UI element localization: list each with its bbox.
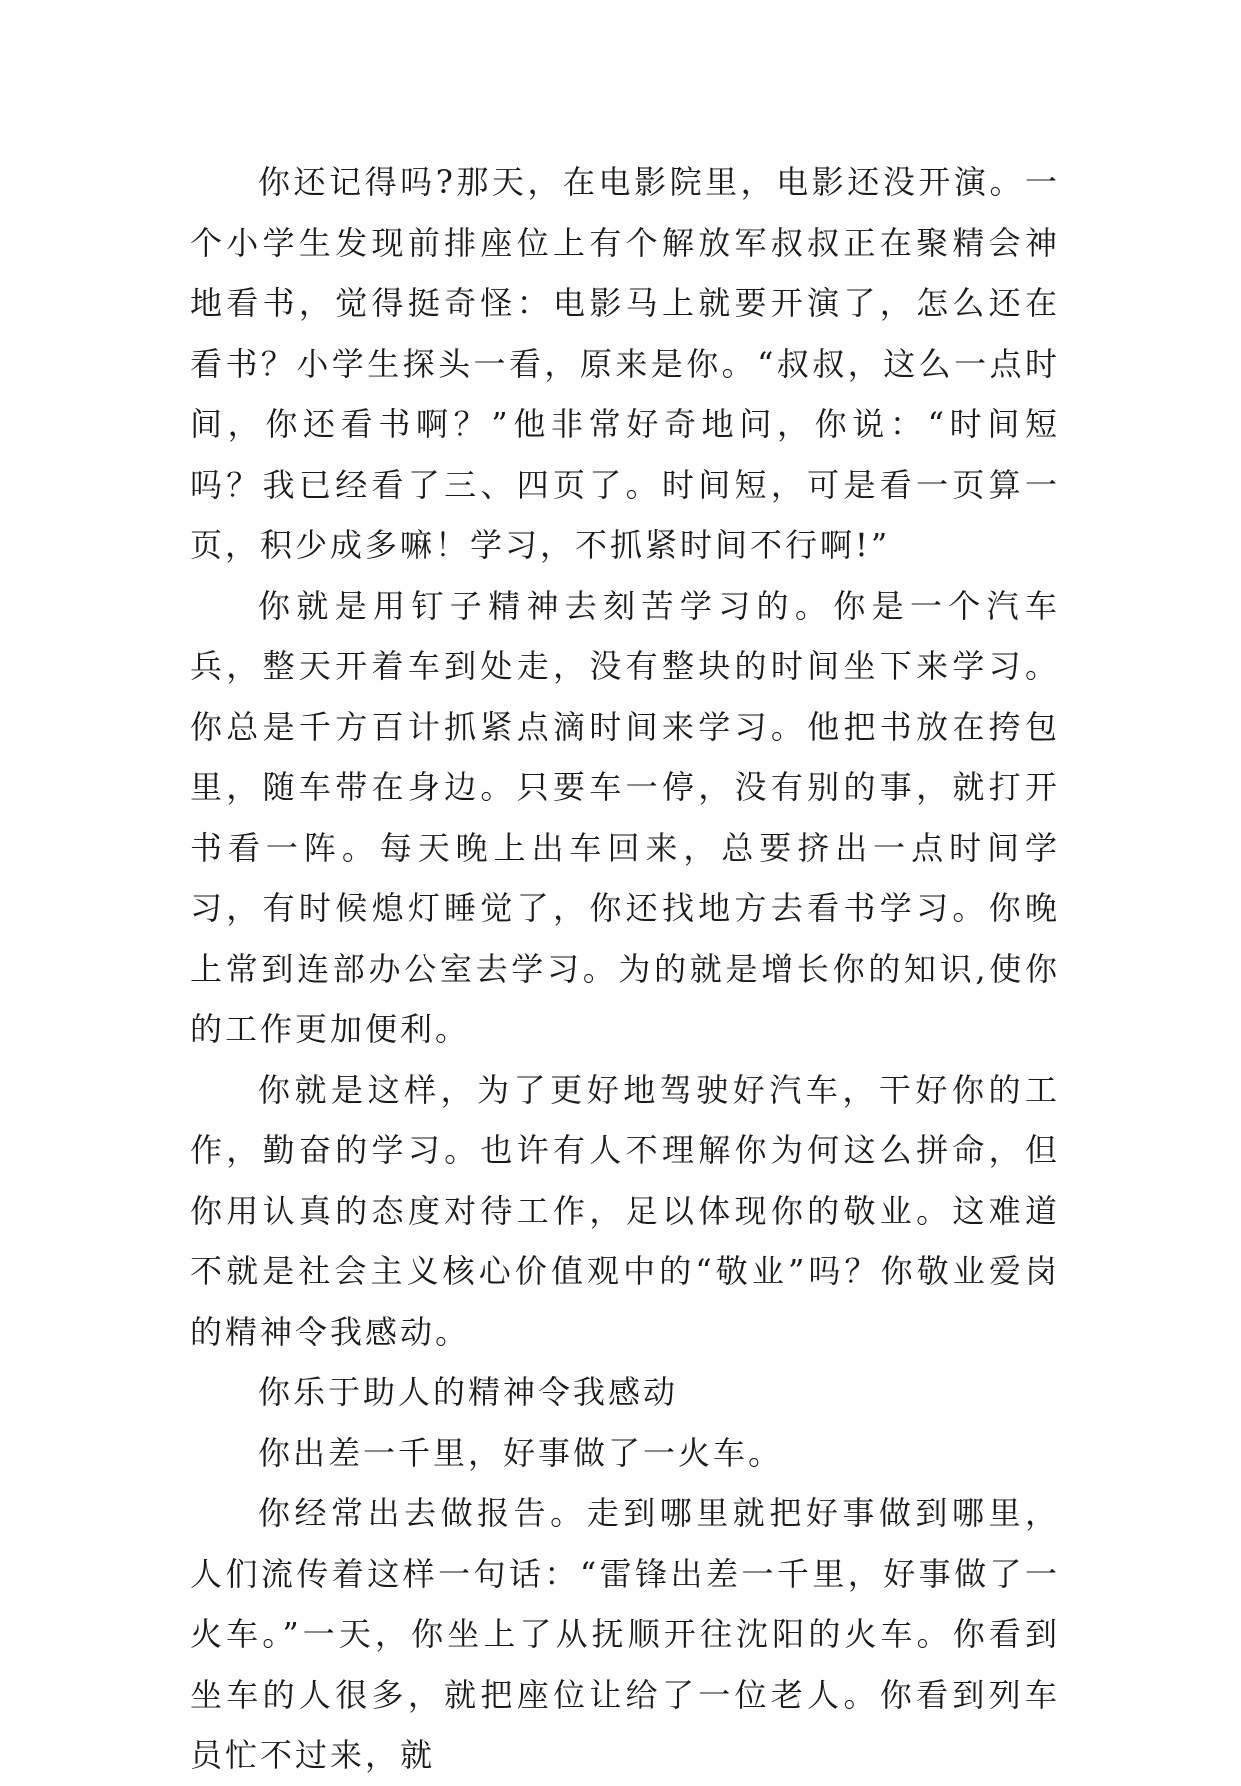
paragraph-dedication: 你就是这样，为了更好地驾驶好汽车，干好你的工作，勤奋的学习。也许有人不理解你为何这么拼命，但你用认真的态度对待工作，足以体现你的敬业。这难道不就是社会主义核心价值观中的“敬业”吗？你敬业爱岗的精神令我感动。: [190, 1070, 1060, 1351]
paragraph-cinema-story: 你还记得吗?那天，在电影院里，电影还没开演。一个小学生发现前排座位上有个解放军叔叔正在聚精会神地看书，觉得挺奇怪：电影马上就要开演了，怎么还在看书？小学生探头一看，原来是你。“叔叔，这么一点时间，你还看书啊？”他非常好奇地问，你说：“时间短吗？我已经看了三、四页了。时间短，可是看一页算一页，积少成多嘛！学习，不抓紧时间不行啊!”: [190, 163, 1060, 564]
document-body: [190, 152, 1060, 1786]
paragraph-train-story: 你经常出去做报告。走到哪里就把好事做到哪里，人们流传着这样一句话：“雷锋出差一千里，好事做了一火车。”一天，你坐上了从抚顺开往沈阳的火车。你看到坐车的人很多，就把座位让给了一位老人。你看到列车员忙不过来，就: [190, 1494, 1060, 1774]
paragraph-helping-heading: 你乐于助人的精神令我感动: [258, 1373, 679, 1411]
paragraph-nail-spirit: 你就是用钉子精神去刻苦学习的。你是一个汽车兵，整天开着车到处走，没有整块的时间坐下来学习。你总是千方百计抓紧点滴时间来学习。他把书放在挎包里，随车带在身边。只要车一停，没有别的事，就打开书看一阵。每天晚上出车回来，总要挤出一点时间学习，有时候熄灯睡觉了，你还找地方去看书学习。你晚上常到连部办公室去学习。为的就是增长你的知识,使你的工作更加便利。: [190, 586, 1060, 1048]
paragraph-train-saying: 你出差一千里，好事做了一火车。: [258, 1433, 784, 1472]
